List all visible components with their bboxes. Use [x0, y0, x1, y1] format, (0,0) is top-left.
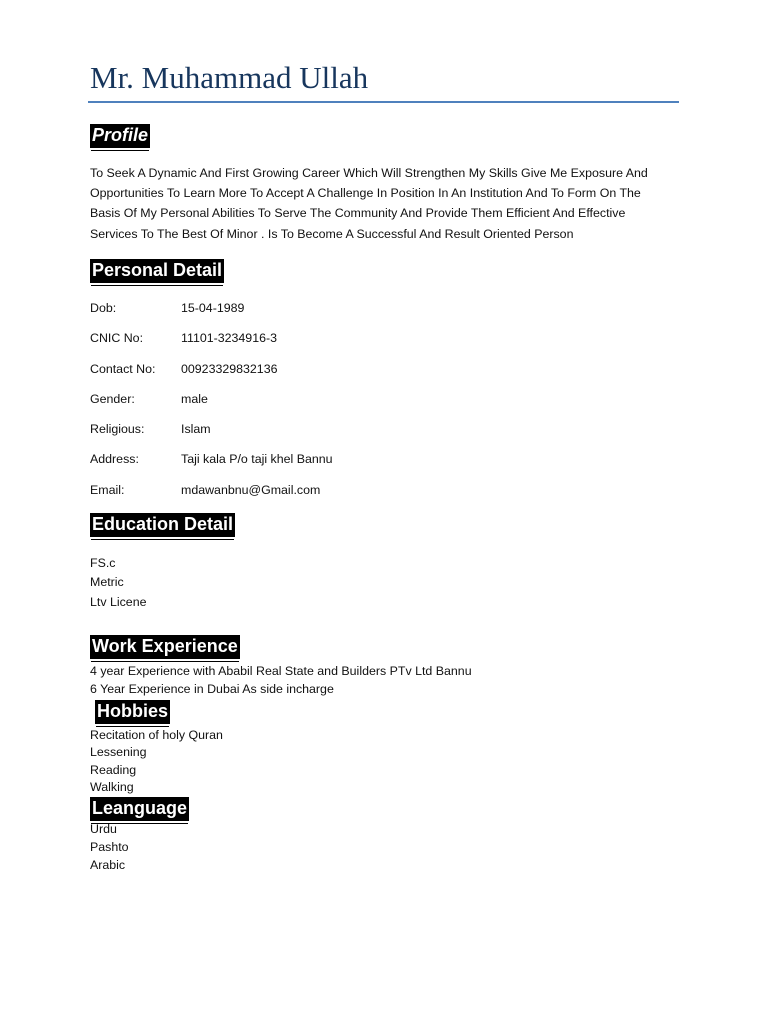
detail-value: 15-04-1989 — [181, 301, 245, 315]
hobbies-heading: Hobbies — [95, 700, 170, 724]
detail-value: Islam — [181, 422, 211, 436]
detail-value: Taji kala P/o taji khel Bannu — [181, 452, 333, 466]
list-item: Walking — [90, 780, 134, 794]
title-divider — [88, 101, 679, 103]
detail-label: Gender: — [90, 392, 135, 406]
page-title: Mr. Muhammad Ullah — [90, 60, 369, 95]
detail-value: 00923329832136 — [181, 362, 278, 376]
list-item: Reading — [90, 763, 137, 777]
list-item: Arabic — [90, 858, 126, 872]
profile-heading: Profile — [90, 124, 150, 148]
list-item: Pashto — [90, 840, 129, 854]
list-item: 4 year Experience with Ababil Real State and Builders PTv Ltd Bannu — [90, 664, 472, 678]
profile-text: To Seek A Dynamic And First Growing Career Which Will Strengthen My Skills Give Me Exposure And Opportunities To Learn More To Accept A Challenge In Position In An Institution And To Form On The Basis Of My Personal Abilities To Serve The Community And Provide Them Efficient And Effective Services To The Best Of Minor . Is To Become A Successful And Result Oriented Person — [90, 166, 648, 241]
detail-label: CNIC No: — [90, 331, 144, 345]
list-item: Ltv Licene — [90, 595, 147, 609]
education-detail-heading: Education Detail — [90, 513, 235, 537]
list-item: 6 Year Experience in Dubai As side incharge — [90, 682, 334, 696]
list-item: Lessening — [90, 745, 147, 759]
language-heading: Leanguage — [90, 797, 189, 821]
detail-value: male — [181, 392, 208, 406]
detail-value: 11101-3234916-3 — [181, 331, 277, 345]
detail-label: Religious: — [90, 422, 145, 436]
detail-label: Dob: — [90, 301, 117, 315]
detail-label: Address: — [90, 452, 139, 466]
list-item: FS.c — [90, 556, 116, 570]
work-experience-heading: Work Experience — [90, 635, 240, 659]
detail-value: mdawanbnu@Gmail.com — [181, 483, 321, 497]
list-item: Metric — [90, 575, 124, 589]
list-item: Recitation of holy Quran — [90, 728, 223, 742]
list-item: Urdu — [90, 822, 117, 836]
detail-label: Email: — [90, 483, 125, 497]
personal-detail-heading: Personal Detail — [90, 259, 224, 283]
detail-label: Contact No: — [90, 362, 156, 376]
